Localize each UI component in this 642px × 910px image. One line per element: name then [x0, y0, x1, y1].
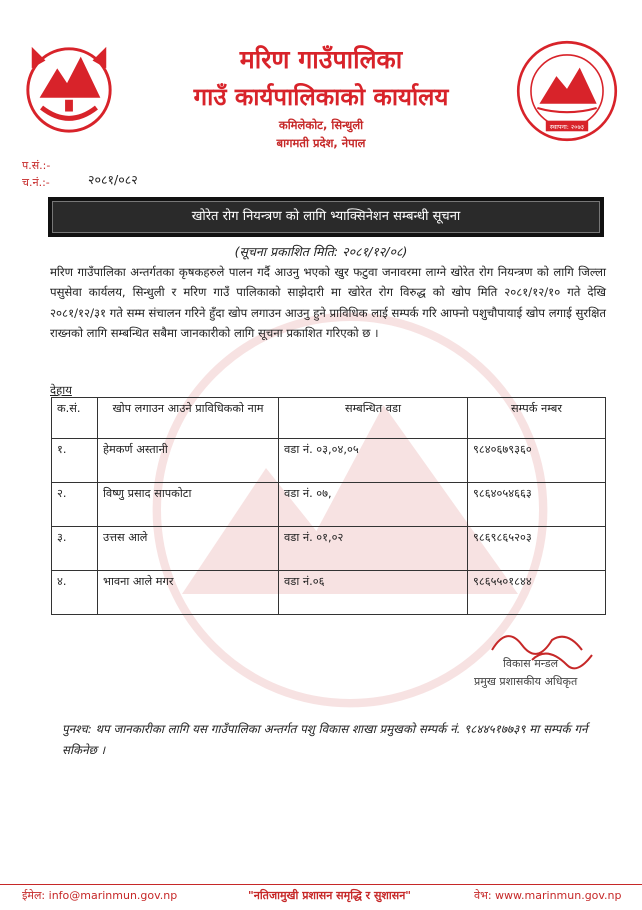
cell-serial: ४.	[52, 571, 98, 615]
cell-name: भावना आले मगर	[98, 571, 279, 615]
header-contact: सम्पर्क नम्बर	[468, 398, 606, 439]
header-serial: क.सं.	[52, 398, 98, 439]
cell-contact: ९८६९८६५२०३	[468, 527, 606, 571]
chalani-label: च.नं.:-	[22, 176, 50, 189]
seal-text: स्थापना: २०७३	[549, 124, 585, 132]
footer-website: वेभ: www.marinmun.gov.np	[474, 889, 622, 902]
postscript-note: पुनश्च: थप जानकारीका लागि यस गाउँपालिका अन्तर्गत पशु विकास शाखा प्रमुखको सम्पर्क नं. ९८४४५१७७३९ मा सम्पर्क गर्न सकिनेछ ।	[62, 722, 588, 757]
cell-name: हेमकर्ण अस्तानी	[98, 439, 279, 483]
table-row	[52, 483, 606, 527]
cell-name: विष्णु प्रसाद सापकोटा	[98, 483, 279, 527]
patra-sankhya-label: प.सं.:-	[22, 159, 51, 172]
chalani-number: २०८१/०८२	[88, 172, 138, 187]
signatory-name: विकास मन्डल	[503, 657, 559, 670]
cell-ward: वडा नं.०६	[279, 571, 468, 615]
table-header-row	[52, 398, 606, 439]
cell-contact: ९८४०६७९३६०	[468, 439, 606, 483]
cell-contact: ९८६४०५४६६३	[468, 483, 606, 527]
municipality-title: मरिण गाउँपालिका	[239, 45, 403, 74]
technician-table	[51, 397, 606, 615]
cell-contact: ९८६५५०१८४४	[468, 571, 606, 615]
notice-banner-title: खोरेत रोग नियन्त्रण को लागि भ्याक्सिनेशन सम्बन्धी सूचना	[52, 201, 600, 233]
table-row	[52, 571, 606, 615]
office-location: कमिलेकोट, सिन्धुली	[278, 118, 364, 132]
table-row	[52, 439, 606, 483]
footer-slogan: "नतिजामुखी प्रशासन समृद्धि र सुशासन"	[248, 889, 412, 902]
cell-serial: ३.	[52, 527, 98, 571]
signatory-title: प्रमुख प्रशासकीय अधिकृत	[474, 675, 578, 688]
province-name: बागमती प्रदेश, नेपाल	[276, 136, 366, 150]
footer-divider	[0, 884, 642, 885]
published-date: (सूचना प्रकाशित मिति: २०८१/१२/०८)	[234, 244, 408, 259]
header-ward: सम्बन्धित वडा	[279, 398, 468, 439]
cell-serial: २.	[52, 483, 98, 527]
footer-email: ईमेल: info@marinmun.gov.np	[22, 889, 178, 902]
notice-body: मरिण गाउँपालिका अन्तर्गतका कृषकहरुले पालन गर्दै आउनु भएको खुर फटुवा जनावरमा लाग्ने खोरेत रोग नियन्त्रण को लागि जिल्ला पसुसेवा कार्यलय, सिन्धुली र मरिण गाउँ पालिकाको साझेदारी मा खोरेत रोग विरुद्ध को खोप मिति २०८१/१२/१० गते देखि २०८१/१२/३१ गते सम्म संचालन गरिने हुँदा खोप लगाउन आउनु हुने प्राविधिक लाई सम्पर्क गरि आफ्नो पशुचौपायाई खोप लगाई सुरक्षित राख्नको लागि सम्बन्धित सबैमा जानकारीको लागि सूचना प्रकाशित गरिएको छ ।	[50, 265, 606, 340]
table-row	[52, 527, 606, 571]
cell-name: उत्तस आले	[98, 527, 279, 571]
office-title: गाउँ कार्यपालिकाको कार्यालय	[193, 83, 449, 111]
header-technician-name: खोप लगाउन आउने प्राविधिकको नाम	[98, 398, 279, 439]
cell-ward: वडा नं. ०१,०२	[279, 527, 468, 571]
cell-ward: वडा नं. ०३,०४,०५	[279, 439, 468, 483]
cell-ward: वडा नं. ०७,	[279, 483, 468, 527]
annex-label: देहाय	[50, 383, 72, 397]
cell-serial: १.	[52, 439, 98, 483]
